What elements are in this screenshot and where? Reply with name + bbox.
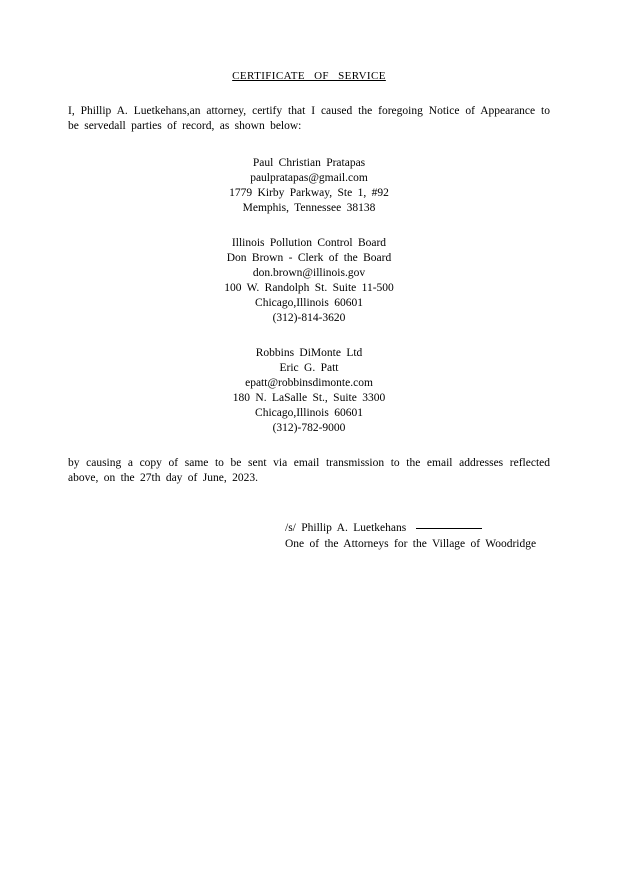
recipient-phone: (312)-814-3620 — [272, 312, 346, 324]
recipient-address-line-1: 1779 Kirby Parkway, Ste 1, #92 — [229, 187, 389, 199]
recipient-org: Robbins DiMonte Ltd — [255, 347, 363, 359]
recipient-address-line-2: Memphis, Tennessee 38138 — [242, 202, 376, 214]
signature-block — [0, 520, 618, 552]
service-block-2 — [0, 236, 618, 326]
signature-name: /s/ Phillip A. Luetkehans — [285, 522, 407, 534]
page-title: CERTIFICATE OF SERVICE — [232, 70, 386, 82]
signature-rule — [416, 528, 482, 529]
signature-title: One of the Attorneys for the Village of Woodridge — [285, 538, 537, 550]
recipient-email: paulpratapas@gmail.com — [250, 172, 368, 184]
recipient-address-line-2: Chicago,Illinois 60601 — [255, 407, 363, 419]
signature-line-row — [285, 520, 618, 536]
recipient-name: Don Brown - Clerk of the Board — [226, 252, 392, 264]
recipient-name: Paul Christian Pratapas — [252, 157, 366, 169]
recipient-email: don.brown@illinois.gov — [252, 267, 366, 279]
document-page — [0, 70, 618, 870]
service-block-1 — [0, 156, 618, 216]
recipient-org: Illinois Pollution Control Board — [231, 237, 387, 249]
recipient-name: Eric G. Patt — [279, 362, 339, 374]
closing-paragraph: by causing a copy of same to be sent via email transmission to the email addresses reflected above, on the 27th day of June, 2023. — [68, 457, 550, 484]
intro-paragraph: I, Phillip A. Luetkehans,an attorney, certify that I caused the foregoing Notice of Appearance to be servedall parties of record, as shown below: — [68, 105, 550, 132]
service-block-3 — [0, 346, 618, 436]
recipient-address-line-2: Chicago,Illinois 60601 — [255, 297, 363, 309]
recipient-address-line-1: 180 N. LaSalle St., Suite 3300 — [232, 392, 386, 404]
recipient-address-line-1: 100 W. Randolph St. Suite 11-500 — [224, 282, 394, 294]
recipient-phone: (312)-782-9000 — [272, 422, 346, 434]
recipient-email: epatt@robbinsdimonte.com — [245, 377, 373, 389]
